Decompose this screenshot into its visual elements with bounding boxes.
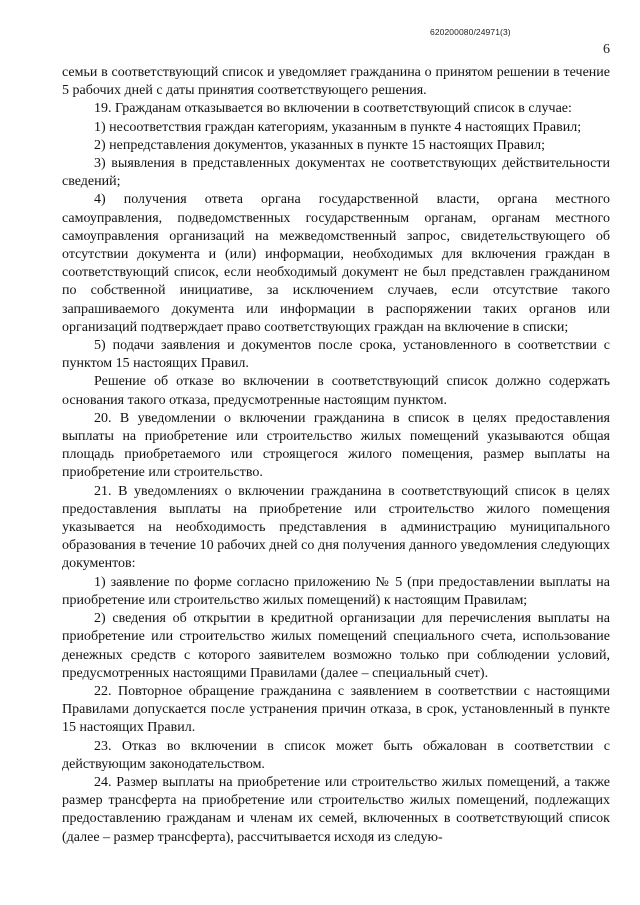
paragraph-item-21: 21. В уведомлениях о включении гражданина в соответствующий список в целях предоставления выплаты на приобретение или строительство жилого помещения указывается на необходимость представления в администрацию муниципального образования в течение 10 рабочих дней со дня получения данного уведомления следующих документов: bbox=[62, 483, 610, 572]
paragraph-item-23: 23. Отказ во включении в список может быть обжалован в соответствии с действующим законодательством. bbox=[62, 738, 610, 772]
document-body bbox=[62, 64, 610, 847]
paragraph-subitem: 4) получения ответа органа государственной власти, органа местного самоуправления, подведомственных государственным органам, органам местного самоуправления организаций на межведомственный запрос, свидетельствующего об отсутствии документа и (или) информации, необходимых для включения граждан в соответствующий список, если необходимый документ не был представлен гражданином по собственной инициативе, за исключением случаев, если отсутствие такого запрашиваемого документа или информации в распоряжении таких органов или организаций подтверждает право соответствующих граждан на включение в списки; bbox=[62, 192, 610, 335]
paragraph-subitem: 1) заявление по форме согласно приложению № 5 (при предоставлении выплаты на приобретение или строительство жилых помещений) к настоящим Правилам; bbox=[62, 574, 610, 608]
paragraph-subitem: 2) непредставления документов, указанных в пункте 15 настоящих Правил; bbox=[94, 137, 546, 153]
paragraph: Решение об отказе во включении в соответствующий список должно содержать основания такого отказа, предусмотренные настоящим пунктом. bbox=[62, 374, 610, 408]
paragraph-item-20: 20. В уведомлении о включении гражданина в список в целях предоставления выплаты на приобретение или строительство жилых помещений указываются общая площадь приобретаемого или строящегося жилого помещения, размер выплаты на приобретение или строительство. bbox=[62, 410, 610, 481]
paragraph-subitem: 3) выявления в представленных документах не соответствующих действительности сведений; bbox=[62, 156, 610, 190]
page-number: 6 bbox=[603, 42, 610, 57]
paragraph-item-19: 19. Гражданам отказывается во включении в соответствующий список в случае: bbox=[94, 101, 572, 117]
paragraph-item-24: 24. Размер выплаты на приобретение или строительство жилых помещений, а также размер трансферта на приобретение или строительство жилых помещений, подлежащих предоставлению гражданам и членам их семей, включенных в соответствующий список (далее – размер трансферта), рассчитывается исходя из следую- bbox=[62, 774, 610, 845]
paragraph-subitem: 1) несоответствия граждан категориям, указанным в пункте 4 настоящих Правил; bbox=[94, 119, 582, 135]
paragraph-item-22: 22. Повторное обращение гражданина с заявлением в соответствии с настоящими Правилами допускается после устранения причин отказа, в срок, установленный в пункте 15 настоящих Правил. bbox=[62, 683, 610, 736]
document-code: 620200080/24971(3) bbox=[430, 27, 511, 37]
paragraph-subitem: 2) сведения об открытии в кредитной организации для перечисления выплаты на приобретение или строительство жилых помещений специального счета, использование денежных средств с которого заявителем возможно только при соблюдении условий, предусмотренных настоящими Правилами (далее – специальный счет). bbox=[62, 611, 610, 681]
paragraph: семьи в соответствующий список и уведомляет гражданина о принятом решении в течение 5 рабочих дней с даты принятия соответствующего решения. bbox=[62, 65, 610, 99]
paragraph-subitem: 5) подачи заявления и документов после срока, установленного в соответствии с пунктом 15 настоящих Правил. bbox=[62, 338, 610, 372]
